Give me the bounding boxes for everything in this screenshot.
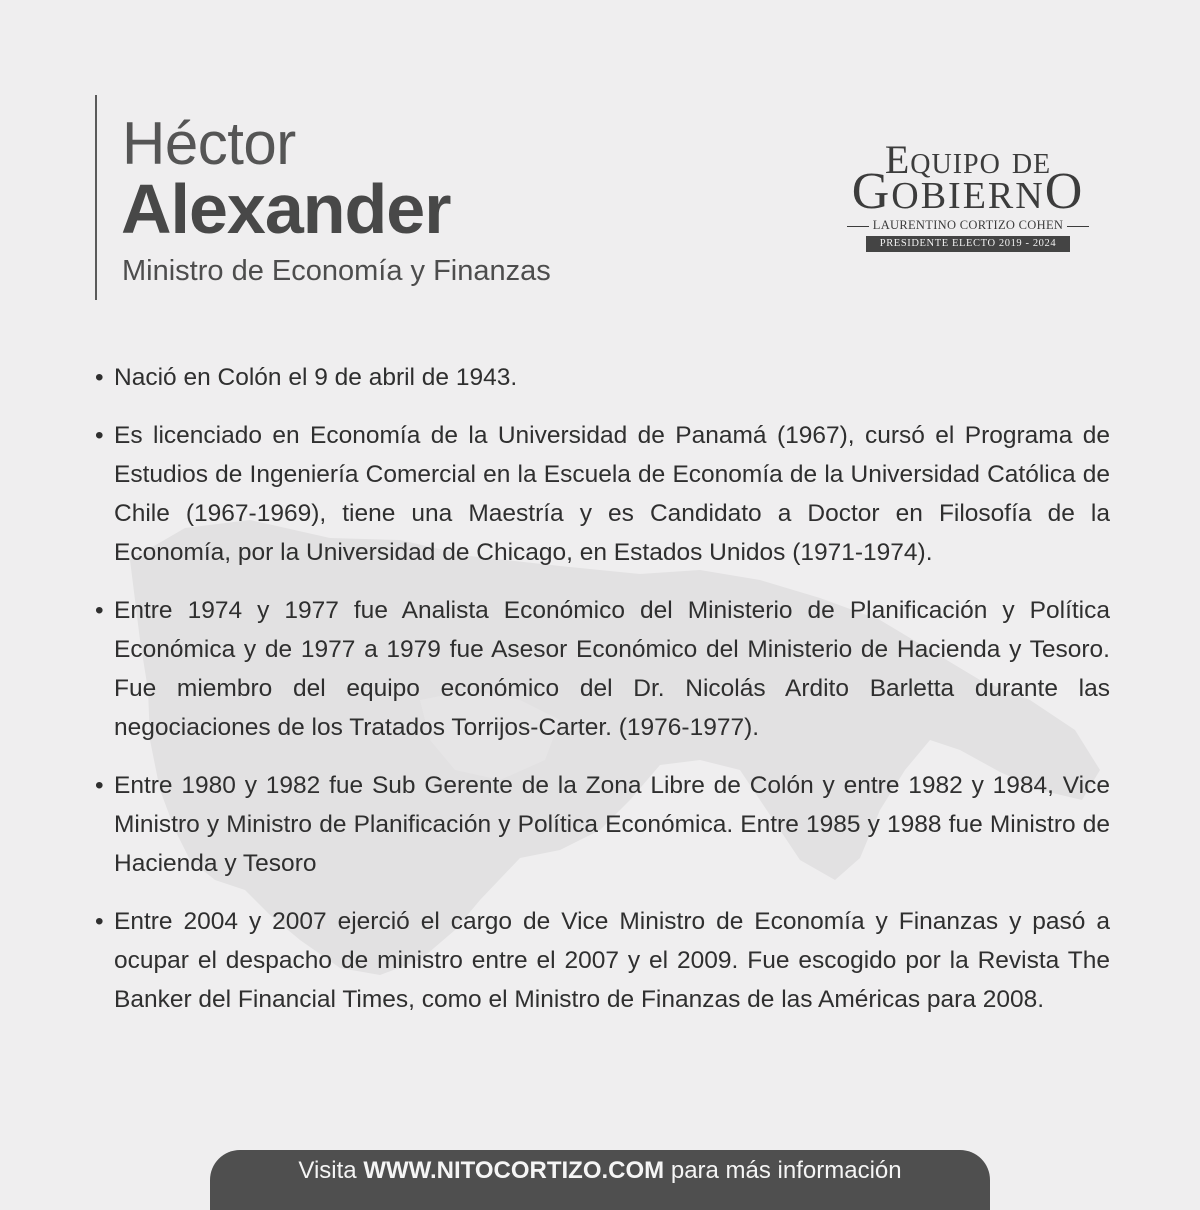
website-link[interactable]: WWW.NITOCORTIZO.COM (363, 1157, 665, 1184)
logo-subtitle: LAURENTINO CORTIZO COHEN (828, 218, 1108, 233)
bullet-icon: • (95, 597, 104, 624)
bullet-icon: • (95, 908, 104, 935)
role-title: Ministro de Economía y Finanzas (122, 255, 551, 287)
list-item: • Entre 1974 y 1977 fue Analista Económico del Ministerio de Planificación y Política Económica y de 1977 a 1979 fue Asesor Económico del Ministerio de Hacienda y Tesoro. Fue miembro del equipo económico del Dr. Nicolás Ardito Barletta durante las negociaciones de los Tratados Torrijos-Carter. (1976-1977). (93, 591, 1110, 747)
footer-prefix: Visita (298, 1157, 357, 1184)
name-header (95, 95, 551, 300)
footer-suffix: para más información (670, 1157, 902, 1184)
list-item: • Nació en Colón el 9 de abril de 1943. (93, 358, 1110, 397)
list-item: • Es licenciado en Economía de la Universidad de Panamá (1967), cursó el Programa de Estudios de Ingeniería Comercial en la Escuela de Economía de la Universidad Católica de Chile (1967-1969), tiene una Maestría y es Candidato a Doctor en Filosofía de la Economía, por la Universidad de Chicago, en Estados Unidos (1971-1974). (93, 416, 1110, 572)
biography-list (93, 358, 1110, 1038)
logo-line-gobierno: GOBIERNO (851, 163, 1085, 220)
bullet-icon: • (95, 364, 104, 391)
bullet-icon: • (95, 422, 104, 449)
list-item: • Entre 1980 y 1982 fue Sub Gerente de la Zona Libre de Colón y entre 1982 y 1984, Vice Ministro y Ministro de Planificación y Política Económica. Entre 1985 y 1988 fue Ministro de Hacienda y Tesoro (93, 766, 1110, 883)
equipo-de-gobierno-logo (828, 132, 1118, 262)
bullet-icon: • (95, 772, 104, 799)
last-name: Alexander (121, 170, 451, 248)
list-item: • Entre 2004 y 2007 ejerció el cargo de Vice Ministro de Economía y Finanzas y pasó a ocupar el despacho de ministro entre el 2007 y el 2009. Fue escogido por la Revista The Banker del Financial Times, como el Ministro de Finanzas de las Américas para 2008. (93, 902, 1110, 1019)
logo-line-equipo: EQUIPO DE (884, 137, 1052, 182)
website-footer (210, 1150, 990, 1210)
first-name: Héctor (122, 110, 296, 177)
logo-band: PRESIDENTE ELECTO 2019 - 2024 (866, 236, 1070, 252)
